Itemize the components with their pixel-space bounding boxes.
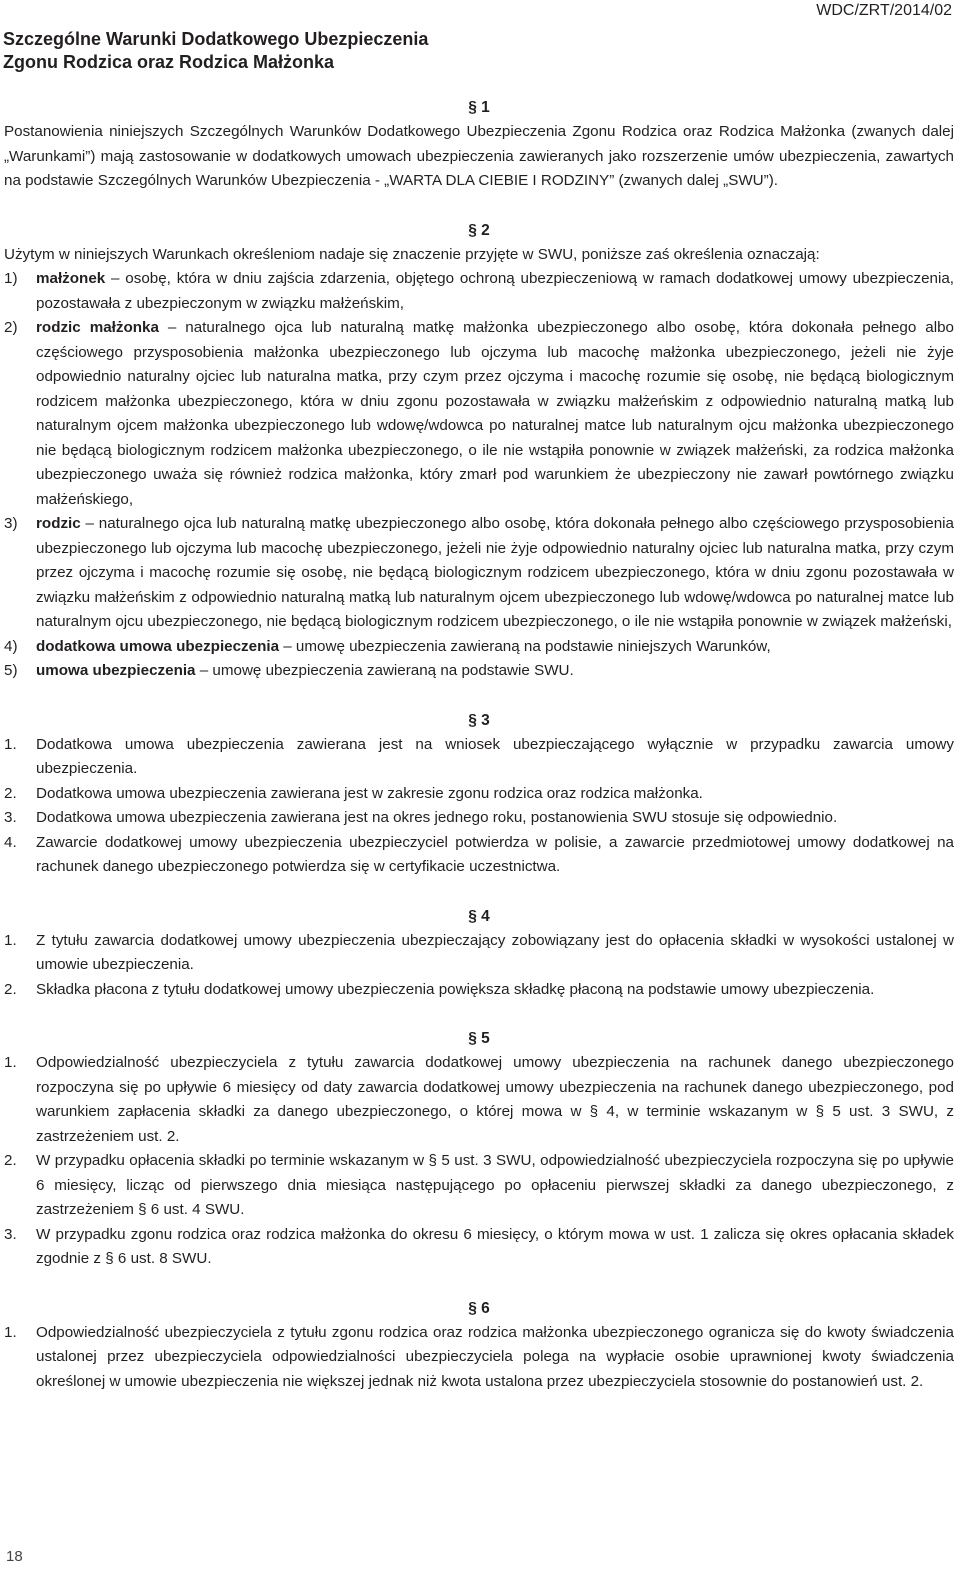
list-item-number: 3) [4, 515, 18, 532]
section-heading: § 4 [468, 907, 490, 925]
list-item [4, 1149, 954, 1223]
defined-term: małżonek [36, 270, 106, 287]
document-body [4, 96, 954, 1394]
list-item-text: Odpowiedzialność ubezpieczyciela z tytułu zgonu rodzica oraz rodzica małżonka ubezpieczonego ogranicza się do kwoty świadczenia ustalonej przez ubezpieczyciela odpowiedzialności ubezpieczyciela polega na wypłacie osobie uprawnionej kwoty świadczenia określonej w umowie ubezpieczenia nie większej jednak niż kwota ustalona przez ubezpieczyciela stosownie do postanowień ust. 2. [36, 1323, 954, 1390]
list-item [4, 1321, 954, 1395]
section-paragraph: Użytym w niniejszych Warunkach określeniom nadaje się znaczenie przyjęte w SWU, poniższe zaś określenia oznaczają: [4, 245, 820, 263]
list-item-number: 3. [4, 809, 17, 826]
section-list [4, 267, 954, 684]
list-item-text: Składka płacona z tytułu dodatkowej umowy ubezpieczenia powiększa składkę płaconą na podstawie umowy ubezpieczenia. [36, 980, 875, 998]
list-item [4, 1051, 954, 1149]
page-number: 18 [6, 1548, 23, 1565]
section-heading: § 5 [468, 1030, 490, 1047]
list-item [4, 831, 954, 880]
section-paragraph: Postanowienia niniejszych Szczególnych Warunków Dodatkowego Ubezpieczenia Zgonu Rodzica oraz Rodzica Małżonka (zwanych dalej „Warunkami”) mają zastosowanie w dodatkowych umowach ubezpieczenia zawieranych jako rozszerzenie umów ubezpieczenia, zawartych na podstawie Szczególnych Warunków Ubezpieczenia - „WARTA DLA CIEBIE I RODZINY” (zwanych dalej „SWU”). [4, 123, 954, 189]
list-item-number: 1) [4, 270, 18, 287]
list-item-number: 2. [4, 784, 17, 802]
defined-term: dodatkowa umowa ubezpieczenia [36, 637, 280, 655]
defined-term: rodzic małżonka [36, 319, 159, 336]
list-item-text: Dodatkowa umowa ubezpieczenia zawierana jest na wniosek ubezpieczającego wyłącznie w przypadku zawarcia umowy ubezpieczenia. [36, 735, 954, 777]
list-item-number: 2. [4, 980, 17, 998]
section-heading: § 2 [468, 221, 490, 239]
list-item-number: 2) [4, 319, 18, 336]
title-line-2: Zgonu Rodzica oraz Rodzica Małżonka [3, 52, 335, 72]
list-item-text: Dodatkowa umowa ubezpieczenia zawierana jest w zakresie zgonu rodzica oraz rodzica małżonka. [36, 784, 703, 802]
document-title [3, 28, 428, 74]
list-item [4, 512, 954, 635]
list-item-text: Z tytułu zawarcia dodatkowej umowy ubezpieczenia ubezpieczający zobowiązany jest do opłacenia składki w wysokości ustalonej w umowie ubezpieczenia. [36, 931, 954, 973]
section-list [4, 1321, 954, 1395]
defined-term: umowa ubezpieczenia [36, 662, 196, 679]
list-item-number: 1. [4, 1323, 17, 1341]
list-item-number: 2. [4, 1152, 17, 1169]
title-line-1: Szczególne Warunki Dodatkowego Ubezpieczenia [3, 29, 429, 49]
section-heading: § 3 [468, 711, 490, 729]
list-item [4, 929, 954, 978]
list-item-text: – osobę, która w dniu zajścia zdarzenia, objętego ochroną ubezpieczeniową w ramach dodatkowej umowy ubezpieczenia, pozostawała z ubezpieczonym w związku małżeńskim, [36, 270, 954, 312]
list-item-text: W przypadku zgonu rodzica oraz rodzica małżonka do okresu 6 miesięcy, o którym mowa w ust. 1 zalicza się okres opłacania składek zgodnie z § 6 ust. 8 SWU. [36, 1225, 954, 1267]
list-item [4, 1223, 954, 1272]
section-list [4, 1051, 954, 1272]
list-item-text: – naturalnego ojca lub naturalną matkę małżonka ubezpieczonego albo osobę, która dokonała pełnego albo częściowego przysposobienia małżonka ubezpieczonego lub ojczyma lub macochę małżonka ubezpieczonego, jeżeli nie żyje odpowiednio naturalny ojciec lub naturalna matka, przy czym przez ojczyma i macochę rozumie się osobę, nie będącą biologicznym rodzicem małżonka ubezpieczonego, która w dniu zgonu pozostawała w związku małżeńskim z odpowiednio naturalną matką lub naturalnym ojcem małżonka ubezpieczonego lub wdowę/wdowca po naturalnej matce lub naturalnym ojcu małżonka ubezpieczonego nie będącą biologicznym rodzicem małżonka ubezpieczonego, o ile nie wstąpiła ponownie w związek małżeński, za rodzica małżonka ubezpieczonego uważa się również rodzica małżonka, który zmarł pod warunkiem że ubezpieczony nie zawarł powtórnego związku małżeńskiego, [36, 319, 954, 508]
section-heading: § 1 [468, 99, 490, 116]
list-item [4, 659, 954, 684]
defined-term: rodzic [36, 515, 81, 532]
section-list [4, 929, 954, 1003]
list-item-text: – umowę ubezpieczenia zawieraną na podstawie SWU. [195, 662, 574, 679]
list-item [4, 978, 954, 1003]
list-item [4, 733, 954, 782]
list-item [4, 806, 954, 831]
list-item-text: Dodatkowa umowa ubezpieczenia zawierana jest na okres jednego roku, postanowienia SWU stosuje się odpowiednio. [36, 809, 838, 826]
list-item-text: Zawarcie dodatkowej umowy ubezpieczenia ubezpieczyciel potwierdza w polisie, a zawarcie przedmiotowej umowy dodatkowej na rachunek danego ubezpieczonego potwierdza się w certyfikacie uczestnictwa. [36, 833, 954, 875]
list-item-text: – umowę ubezpieczenia zawieraną na podstawie niniejszych Warunków, [279, 637, 771, 655]
list-item-number: 4) [4, 637, 18, 655]
list-item [4, 782, 954, 807]
list-item-number: 1. [4, 735, 17, 753]
list-item-text: – naturalnego ojca lub naturalną matkę ubezpieczonego albo osobę, która dokonała pełnego albo częściowego przysposobienia ubezpieczonego lub ojczyma lub macochę ubezpieczonego, jeżeli nie żyje odpowiednio naturalny ojciec lub naturalna matka, przy czym przez ojczyma i macochę rozumie się osobę, nie będącą biologicznym rodzicem ubezpieczonego, która w dniu zgonu pozostawała w związku małżeńskim z odpowiednio naturalną matką lub naturalnym ojcem ubezpieczonego lub wdowę/wdowca po naturalnej matce lub naturalnym ojcu ubezpieczonego, nie będącą biologicznym rodzicem ubezpieczonego, o ile nie wstąpiła ponownie w związek małżeński, [36, 515, 954, 630]
list-item-number: 1. [4, 931, 17, 949]
section-list [4, 733, 954, 880]
list-item-text: W przypadku opłacenia składki po terminie wskazanym w § 5 ust. 3 SWU, odpowiedzialność ubezpieczyciela rozpoczyna się po upływie 6 miesięcy, licząc od pierwszego dnia miesiąca następującego po opłaceniu pierwszej składki za danego ubezpieczonego, z zastrzeżeniem § 6 ust. 4 SWU. [36, 1152, 954, 1218]
list-item-number: 5) [4, 662, 18, 679]
section-heading: § 6 [468, 1299, 490, 1317]
list-item [4, 635, 954, 660]
list-item [4, 316, 954, 512]
document-code: WDC/ZRT/2014/02 [816, 2, 952, 19]
list-item-number: 1. [4, 1054, 17, 1071]
list-item [4, 267, 954, 316]
list-item-text: Odpowiedzialność ubezpieczyciela z tytułu zawarcia dodatkowej umowy ubezpieczenia na rachunek danego ubezpieczonego rozpoczyna się po upływie 6 miesięcy od daty zawarcia dodatkowej umowy ubezpieczenia na rachunek danego ubezpieczonego, pod warunkiem zapłacenia składki za danego ubezpieczonego, o której mowa w § 4, w terminie wskazanym w § 5 ust. 3 SWU, z zastrzeżeniem ust. 2. [36, 1054, 954, 1145]
list-item-number: 3. [4, 1225, 17, 1243]
list-item-number: 4. [4, 833, 17, 851]
